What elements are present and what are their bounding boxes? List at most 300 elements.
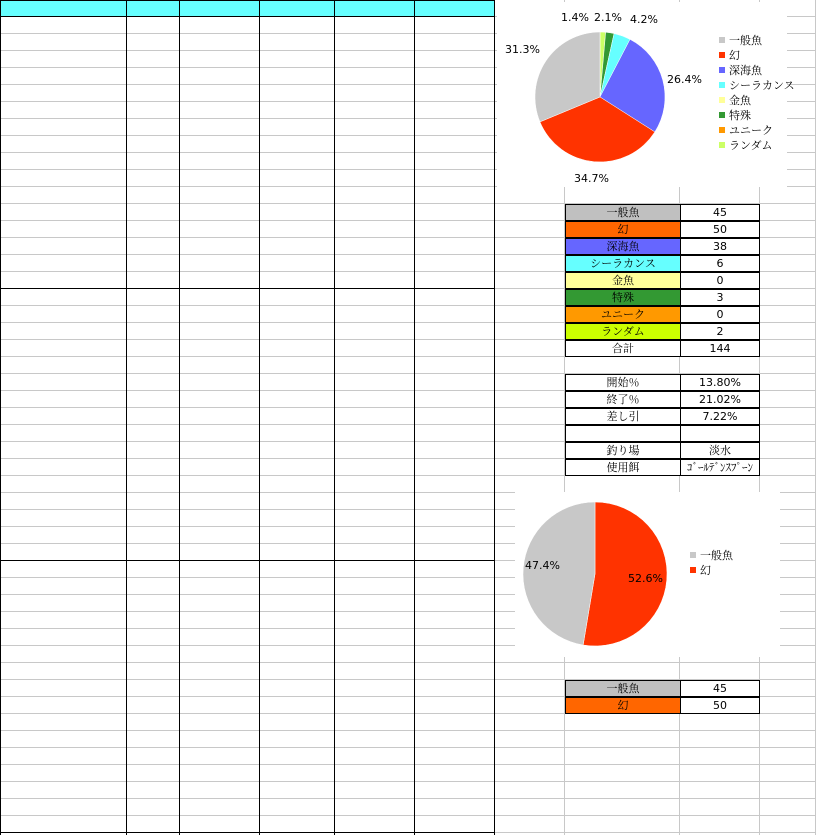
table-cell[interactable]	[180, 357, 260, 374]
table-cell[interactable]	[180, 340, 260, 357]
summary-value[interactable]: 38	[680, 238, 760, 255]
table-cell[interactable]	[260, 170, 335, 187]
table-cell[interactable]	[260, 34, 335, 51]
table-cell[interactable]	[0, 680, 127, 697]
table-cell[interactable]	[127, 170, 180, 187]
table-cell[interactable]	[180, 578, 260, 595]
table-cell[interactable]	[260, 782, 335, 799]
table-cell[interactable]	[335, 595, 415, 612]
table-cell[interactable]	[127, 714, 180, 731]
legend-label: 深海魚	[729, 64, 762, 77]
table-cell[interactable]	[127, 578, 180, 595]
stat-value[interactable]: 淡水	[680, 442, 760, 459]
table-cell[interactable]	[127, 34, 180, 51]
table-cell[interactable]	[180, 102, 260, 119]
table-cell[interactable]	[0, 357, 127, 374]
summary-value[interactable]: 45	[680, 204, 760, 221]
table-cell[interactable]	[127, 272, 180, 289]
table-cell[interactable]	[260, 510, 335, 527]
table-cell[interactable]	[260, 68, 335, 85]
table-cell[interactable]	[335, 442, 415, 459]
summary-value[interactable]: 6	[680, 255, 760, 272]
stat-label[interactable]: 終了％	[565, 391, 681, 408]
table-cell[interactable]	[180, 595, 260, 612]
summary2-label[interactable]: 幻	[565, 697, 681, 714]
table-cell[interactable]	[0, 323, 127, 340]
table-cell[interactable]	[127, 799, 180, 816]
summary-label[interactable]: シーラカンス	[565, 255, 681, 272]
table-cell[interactable]	[260, 629, 335, 646]
table-cell[interactable]	[180, 204, 260, 221]
table-cell[interactable]	[0, 272, 127, 289]
table-cell[interactable]	[180, 782, 260, 799]
table-cell[interactable]	[0, 748, 127, 765]
table-cell[interactable]	[0, 408, 127, 425]
table-cell[interactable]	[127, 748, 180, 765]
table-cell[interactable]	[335, 204, 415, 221]
table-cell[interactable]	[0, 493, 127, 510]
table-cell[interactable]	[260, 340, 335, 357]
table-cell[interactable]	[127, 340, 180, 357]
table-cell[interactable]	[260, 425, 335, 442]
summary2-value[interactable]: 45	[680, 680, 760, 697]
table-cell[interactable]	[335, 153, 415, 170]
table-cell[interactable]	[180, 714, 260, 731]
table-cell[interactable]	[0, 510, 127, 527]
pie-percent-label: 31.3%	[505, 43, 540, 56]
table-cell[interactable]	[180, 289, 260, 306]
table-cell[interactable]	[180, 680, 260, 697]
table-cell[interactable]	[127, 765, 180, 782]
table-cell[interactable]	[335, 646, 415, 663]
table-cell[interactable]	[180, 493, 260, 510]
table-cell[interactable]	[335, 680, 415, 697]
table-cell[interactable]	[335, 561, 415, 578]
table-cell[interactable]	[127, 442, 180, 459]
table-cell[interactable]	[335, 306, 415, 323]
summary-label[interactable]: 幻	[565, 221, 681, 238]
table-cell[interactable]	[260, 119, 335, 136]
table-cell[interactable]	[127, 782, 180, 799]
table-cell[interactable]	[127, 408, 180, 425]
table-cell[interactable]	[260, 612, 335, 629]
table-cell[interactable]	[0, 204, 127, 221]
table-cell[interactable]	[127, 816, 180, 833]
table-cell[interactable]	[0, 34, 127, 51]
table-cell[interactable]	[260, 85, 335, 102]
table-cell[interactable]	[0, 731, 127, 748]
stat-label[interactable]: 差し引	[565, 408, 681, 425]
table-cell[interactable]	[180, 765, 260, 782]
summary-value[interactable]: 0	[680, 272, 760, 289]
table-cell[interactable]	[127, 527, 180, 544]
table-cell[interactable]	[180, 459, 260, 476]
table-cell[interactable]	[260, 493, 335, 510]
legend-swatch	[690, 552, 696, 558]
legend-label: 特殊	[729, 109, 751, 122]
table-cell[interactable]	[335, 459, 415, 476]
table-cell[interactable]	[0, 578, 127, 595]
table-cell[interactable]	[260, 255, 335, 272]
table-cell[interactable]	[0, 374, 127, 391]
table-cell[interactable]	[0, 238, 127, 255]
table-cell[interactable]	[180, 510, 260, 527]
table-cell[interactable]	[127, 561, 180, 578]
table-cell[interactable]	[260, 816, 335, 833]
table-cell[interactable]	[180, 323, 260, 340]
table-cell[interactable]	[0, 255, 127, 272]
table-cell[interactable]	[260, 544, 335, 561]
table-cell[interactable]	[335, 170, 415, 187]
column-header[interactable]	[180, 0, 260, 17]
table-cell[interactable]	[335, 136, 415, 153]
table-cell[interactable]	[0, 136, 127, 153]
table-cell[interactable]	[180, 119, 260, 136]
table-cell[interactable]	[127, 221, 180, 238]
table-cell[interactable]	[260, 136, 335, 153]
table-cell[interactable]	[0, 425, 127, 442]
summary2-label[interactable]: 一般魚	[565, 680, 681, 697]
table-cell[interactable]	[127, 204, 180, 221]
table-cell[interactable]	[127, 153, 180, 170]
table-cell[interactable]	[260, 391, 335, 408]
stat-value[interactable]: 7.22%	[680, 408, 760, 425]
table-cell[interactable]	[0, 459, 127, 476]
table-cell[interactable]	[335, 527, 415, 544]
table-cell[interactable]	[335, 697, 415, 714]
column-header[interactable]	[127, 0, 180, 17]
total-label[interactable]: 合計	[565, 340, 681, 357]
legend-swatch	[719, 82, 725, 88]
table-cell[interactable]	[0, 476, 127, 493]
table-cell[interactable]	[127, 102, 180, 119]
table-cell[interactable]	[335, 374, 415, 391]
table-cell[interactable]	[0, 170, 127, 187]
table-cell[interactable]	[127, 391, 180, 408]
table-cell[interactable]	[260, 714, 335, 731]
legend-swatch	[719, 37, 725, 43]
table-cell[interactable]	[335, 629, 415, 646]
table-cell[interactable]	[180, 527, 260, 544]
table-cell[interactable]	[0, 221, 127, 238]
table-cell[interactable]	[127, 731, 180, 748]
table-cell[interactable]	[180, 561, 260, 578]
table-cell[interactable]	[335, 510, 415, 527]
table-cell[interactable]	[180, 612, 260, 629]
table-cell[interactable]	[127, 323, 180, 340]
table-cell[interactable]	[260, 748, 335, 765]
table-cell[interactable]	[260, 323, 335, 340]
summary-label[interactable]: ユニーク	[565, 306, 681, 323]
table-cell[interactable]	[260, 153, 335, 170]
table-cell[interactable]	[127, 510, 180, 527]
table-cell[interactable]	[260, 17, 335, 34]
table-cell[interactable]	[335, 408, 415, 425]
table-cell[interactable]	[260, 272, 335, 289]
table-cell[interactable]	[335, 68, 415, 85]
table-cell[interactable]	[335, 731, 415, 748]
table-cell[interactable]	[127, 646, 180, 663]
summary-label[interactable]: 金魚	[565, 272, 681, 289]
table-cell[interactable]	[127, 187, 180, 204]
table-cell[interactable]	[260, 578, 335, 595]
table-cell[interactable]	[335, 765, 415, 782]
pie-slice-0[interactable]	[523, 502, 595, 645]
table-cell[interactable]	[127, 85, 180, 102]
table-cell[interactable]	[335, 272, 415, 289]
table-cell[interactable]	[127, 255, 180, 272]
table-cell[interactable]	[0, 17, 127, 34]
table-cell[interactable]	[335, 357, 415, 374]
table-cell[interactable]	[0, 697, 127, 714]
legend-swatch	[719, 67, 725, 73]
table-cell[interactable]	[127, 459, 180, 476]
table-cell[interactable]	[180, 170, 260, 187]
table-cell[interactable]	[180, 187, 260, 204]
table-cell[interactable]	[260, 442, 335, 459]
table-cell[interactable]	[127, 629, 180, 646]
table-cell[interactable]	[0, 595, 127, 612]
table-cell[interactable]	[180, 272, 260, 289]
table-cell[interactable]	[0, 527, 127, 544]
table-cell[interactable]	[0, 391, 127, 408]
table-cell[interactable]	[335, 748, 415, 765]
table-cell[interactable]	[180, 136, 260, 153]
table-cell[interactable]	[0, 306, 127, 323]
table-cell[interactable]	[260, 646, 335, 663]
table-cell[interactable]	[0, 68, 127, 85]
table-cell[interactable]	[127, 476, 180, 493]
stat-label[interactable]: 釣り場	[565, 442, 681, 459]
table-cell[interactable]	[335, 34, 415, 51]
table-cell[interactable]	[180, 17, 260, 34]
table-cell[interactable]	[127, 119, 180, 136]
table-cell[interactable]	[260, 357, 335, 374]
table-cell[interactable]	[127, 136, 180, 153]
stat-value[interactable]: 21.02%	[680, 391, 760, 408]
table-cell[interactable]	[335, 816, 415, 833]
table-cell[interactable]	[0, 51, 127, 68]
table-cell[interactable]	[180, 221, 260, 238]
table-cell[interactable]	[335, 612, 415, 629]
table-cell[interactable]	[180, 51, 260, 68]
table-cell[interactable]	[127, 306, 180, 323]
table-cell[interactable]	[260, 204, 335, 221]
table-cell[interactable]	[0, 187, 127, 204]
table-cell[interactable]	[127, 357, 180, 374]
table-cell[interactable]	[260, 680, 335, 697]
table-cell[interactable]	[335, 663, 415, 680]
pie-percent-label: 4.2%	[630, 13, 658, 26]
table-cell[interactable]	[0, 85, 127, 102]
table-cell[interactable]	[180, 697, 260, 714]
table-cell[interactable]	[180, 663, 260, 680]
table-cell[interactable]	[127, 289, 180, 306]
table-cell[interactable]	[260, 595, 335, 612]
table-cell[interactable]	[335, 799, 415, 816]
table-cell[interactable]	[335, 340, 415, 357]
legend-label: シーラカンス	[729, 79, 795, 92]
table-cell[interactable]	[180, 238, 260, 255]
table-cell[interactable]	[0, 102, 127, 119]
table-cell[interactable]	[180, 629, 260, 646]
table-cell[interactable]	[0, 816, 127, 833]
legend-label: ユニーク	[729, 124, 773, 137]
table-cell[interactable]	[127, 493, 180, 510]
stat-label[interactable]: 開始％	[565, 374, 681, 391]
table-cell[interactable]	[0, 799, 127, 816]
table-cell[interactable]	[260, 731, 335, 748]
table-cell[interactable]	[0, 442, 127, 459]
table-cell[interactable]	[127, 595, 180, 612]
table-border	[494, 0, 495, 835]
table-cell[interactable]	[260, 663, 335, 680]
table-cell[interactable]	[127, 68, 180, 85]
table-cell[interactable]	[335, 85, 415, 102]
table-cell[interactable]	[127, 697, 180, 714]
table-cell[interactable]	[335, 714, 415, 731]
table-cell[interactable]	[260, 102, 335, 119]
table-cell[interactable]	[260, 765, 335, 782]
table-cell[interactable]	[127, 544, 180, 561]
table-cell[interactable]	[335, 289, 415, 306]
table-cell[interactable]	[260, 289, 335, 306]
summary-value[interactable]: 50	[680, 221, 760, 238]
table-cell[interactable]	[260, 561, 335, 578]
table-cell[interactable]	[180, 306, 260, 323]
table-cell[interactable]	[335, 323, 415, 340]
summary-value[interactable]: 2	[680, 323, 760, 340]
table-cell[interactable]	[127, 51, 180, 68]
column-header[interactable]	[415, 0, 495, 17]
table-cell[interactable]	[260, 408, 335, 425]
table-cell[interactable]	[260, 476, 335, 493]
table-cell[interactable]	[0, 765, 127, 782]
table-cell[interactable]	[180, 85, 260, 102]
summary-value[interactable]: 0	[680, 306, 760, 323]
table-cell[interactable]	[0, 612, 127, 629]
column-header[interactable]	[260, 0, 335, 17]
table-cell[interactable]	[260, 697, 335, 714]
table-cell[interactable]	[335, 187, 415, 204]
pie-chart-normal-vs-phantom[interactable]	[515, 492, 780, 657]
table-cell[interactable]	[127, 680, 180, 697]
table-cell[interactable]	[180, 816, 260, 833]
summary-label[interactable]: ランダム	[565, 323, 681, 340]
total-value[interactable]: 144	[680, 340, 760, 357]
stat-value[interactable]: ｺﾞｰﾙﾃﾞﾝｽﾌﾟｰﾝ	[680, 459, 760, 476]
table-cell[interactable]	[127, 17, 180, 34]
table-cell[interactable]	[0, 714, 127, 731]
table-cell[interactable]	[180, 799, 260, 816]
table-cell[interactable]	[180, 153, 260, 170]
table-cell[interactable]	[260, 799, 335, 816]
summary-label[interactable]: 特殊	[565, 289, 681, 306]
table-cell[interactable]	[260, 306, 335, 323]
legend-swatch	[719, 142, 725, 148]
table-cell[interactable]	[335, 544, 415, 561]
pie-chart-fish-types[interactable]	[497, 2, 795, 187]
stat-value[interactable]: 13.80%	[680, 374, 760, 391]
table-cell[interactable]	[335, 51, 415, 68]
table-cell[interactable]	[260, 527, 335, 544]
table-cell[interactable]	[335, 238, 415, 255]
stat-value[interactable]	[680, 425, 760, 442]
table-cell[interactable]	[180, 731, 260, 748]
table-cell[interactable]	[0, 629, 127, 646]
table-cell[interactable]	[335, 221, 415, 238]
table-cell[interactable]	[127, 612, 180, 629]
table-cell[interactable]	[335, 782, 415, 799]
table-cell[interactable]	[0, 663, 127, 680]
table-cell[interactable]	[180, 374, 260, 391]
table-cell[interactable]	[0, 561, 127, 578]
column-header[interactable]	[0, 0, 127, 17]
pie-percent-label: 26.4%	[667, 73, 702, 86]
table-cell[interactable]	[335, 119, 415, 136]
table-cell[interactable]	[127, 374, 180, 391]
table-cell[interactable]	[260, 374, 335, 391]
pie-chart-2-svg	[515, 492, 780, 657]
table-cell[interactable]	[0, 782, 127, 799]
summary-value[interactable]: 3	[680, 289, 760, 306]
table-cell[interactable]	[127, 238, 180, 255]
table-cell[interactable]	[335, 425, 415, 442]
column-header[interactable]	[335, 0, 415, 17]
table-cell[interactable]	[335, 255, 415, 272]
summary2-value[interactable]: 50	[680, 697, 760, 714]
table-cell[interactable]	[0, 340, 127, 357]
table-cell[interactable]	[127, 425, 180, 442]
table-cell[interactable]	[180, 408, 260, 425]
pie-percent-label: 34.7%	[574, 172, 609, 185]
table-cell[interactable]	[260, 187, 335, 204]
summary-label[interactable]: 一般魚	[565, 204, 681, 221]
table-cell[interactable]	[335, 578, 415, 595]
table-cell[interactable]	[180, 748, 260, 765]
pie-percent-label: 52.6%	[628, 572, 663, 585]
table-cell[interactable]	[0, 153, 127, 170]
table-cell[interactable]	[335, 391, 415, 408]
table-cell[interactable]	[260, 459, 335, 476]
table-cell[interactable]	[180, 544, 260, 561]
table-cell[interactable]	[260, 238, 335, 255]
table-cell[interactable]	[335, 102, 415, 119]
table-cell[interactable]	[180, 646, 260, 663]
summary-label[interactable]: 深海魚	[565, 238, 681, 255]
table-cell[interactable]	[127, 663, 180, 680]
table-cell[interactable]	[180, 68, 260, 85]
table-cell[interactable]	[180, 442, 260, 459]
table-cell[interactable]	[260, 221, 335, 238]
table-cell[interactable]	[0, 646, 127, 663]
table-cell[interactable]	[180, 255, 260, 272]
table-cell[interactable]	[0, 544, 127, 561]
table-cell[interactable]	[180, 391, 260, 408]
table-cell[interactable]	[0, 119, 127, 136]
table-cell[interactable]	[335, 493, 415, 510]
stat-label[interactable]: 使用餌	[565, 459, 681, 476]
table-cell[interactable]	[180, 425, 260, 442]
table-cell[interactable]	[0, 289, 127, 306]
table-cell[interactable]	[335, 17, 415, 34]
table-cell[interactable]	[335, 476, 415, 493]
stat-label[interactable]	[565, 425, 681, 442]
table-cell[interactable]	[180, 34, 260, 51]
table-cell[interactable]	[260, 51, 335, 68]
legend-label: 一般魚	[700, 549, 733, 562]
table-cell[interactable]	[180, 476, 260, 493]
